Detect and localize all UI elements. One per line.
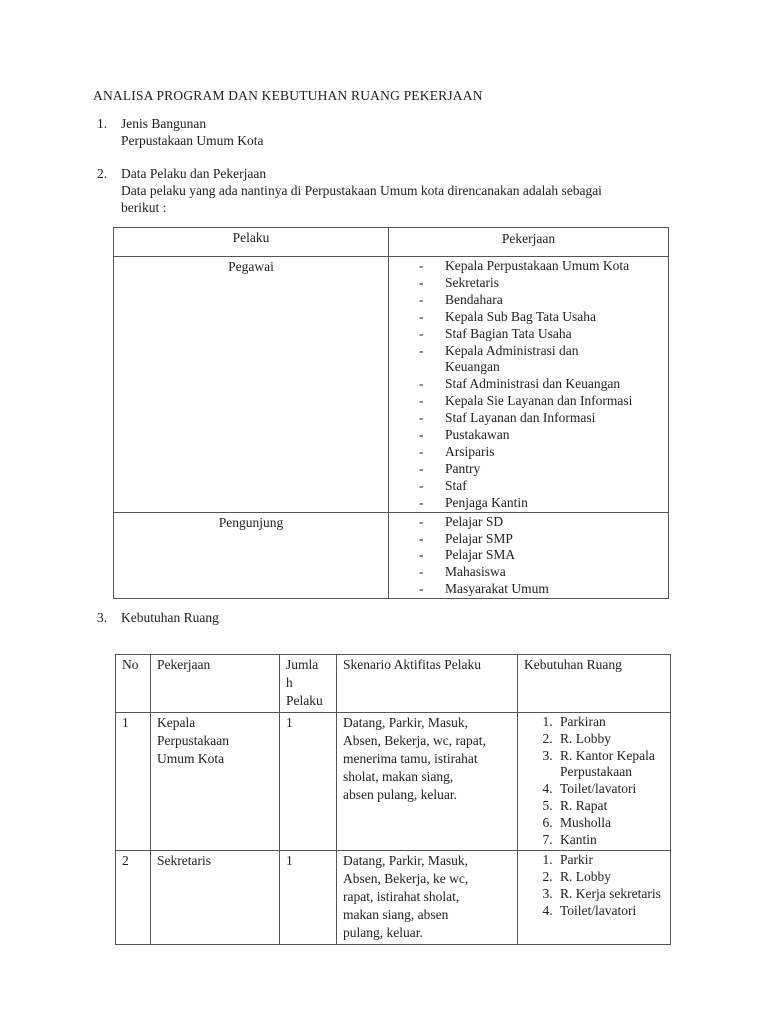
pekerjaan-item: Keuangan [445, 359, 500, 375]
section-3-number: 3. [97, 610, 108, 625]
table-row [116, 851, 671, 945]
header-pelaku: Pelaku [114, 228, 389, 257]
header-jumlah-line: Jumla [286, 657, 319, 672]
skenario-cell [337, 713, 518, 851]
pekerjaan-list [389, 258, 668, 512]
kebutuhan-ruang-cell [518, 713, 671, 851]
skenario-line: absen pulang, keluar. [343, 787, 457, 802]
pekerjaan-line: Perpustakaan [157, 733, 229, 748]
pekerjaan-item: - Arsiparis [419, 444, 668, 461]
pekerjaan-cell [389, 512, 669, 599]
pelaku-cell: Pengunjung [114, 512, 389, 599]
ruang-item: 4. Toilet/lavatori [556, 903, 664, 920]
section-3-heading: Kebutuhan Ruang [121, 610, 219, 625]
pekerjaan-item: - Pantry [419, 461, 668, 478]
skenario-line: menerima tamu, istirahat [343, 751, 478, 766]
section-2-body-line1: Data pelaku yang ada nantinya di Perpustakaan Umum kota direncanakan adalah sebagai [121, 183, 602, 198]
section-2-number: 2. [97, 166, 108, 181]
header-kebutuhan-ruang: Kebutuhan Ruang [518, 655, 671, 713]
table-header-row [116, 655, 671, 713]
pekerjaan-item: - Masyarakat Umum [419, 581, 668, 598]
pekerjaan-item: - Staf Layanan dan Informasi [419, 410, 668, 427]
table-row [114, 257, 669, 513]
ruang-item: 3. R. Kerja sekretaris [556, 886, 664, 903]
header-no: No [116, 655, 151, 713]
pekerjaan-item: - Pelajar SMA [419, 547, 668, 564]
skenario-line: pulang, keluar. [343, 925, 423, 941]
pekerjaan-item: - Kepala Administrasi dan [419, 343, 668, 360]
ruang-list [524, 714, 664, 848]
pekerjaan-list [389, 514, 668, 599]
ruang-item: 7. Kantin [556, 832, 664, 849]
jumlah-cell: 1 [280, 851, 337, 945]
header-jumlah-line: Pelaku [286, 693, 323, 708]
ruang-item: 3. R. Kantor Kepala Perpustakaan [556, 748, 664, 782]
pekerjaan-line: Umum Kota [157, 751, 225, 766]
skenario-line: Absen, Bekerja, ke wc, [343, 871, 469, 887]
kebutuhan-ruang-table [115, 654, 671, 945]
kebutuhan-ruang-cell [518, 851, 671, 945]
skenario-line: Absen, Bekerja, wc, rapat, [343, 733, 486, 748]
jumlah-cell: 1 [280, 713, 337, 851]
pekerjaan-line: Sekretaris [157, 853, 211, 869]
pekerjaan-item: - Kepala Sie Layanan dan Informasi [419, 393, 668, 410]
pekerjaan-item: - Kepala Sub Bag Tata Usaha [419, 309, 668, 326]
section-2-heading: Data Pelaku dan Pekerjaan [121, 166, 267, 181]
pekerjaan-cell [151, 851, 280, 945]
pekerjaan-item: - Pelajar SMP [419, 531, 668, 548]
section-1-number: 1. [97, 116, 108, 131]
section-1-heading: Jenis Bangunan [121, 116, 207, 131]
ruang-item: 1. Parkiran [556, 714, 664, 731]
section-2-body-line2: berikut : [121, 200, 167, 215]
no-cell: 2 [116, 851, 151, 945]
skenario-line: makan siang, absen [343, 907, 449, 923]
pekerjaan-item: - Staf Bagian Tata Usaha [419, 326, 668, 343]
section-1-body: Perpustakaan Umum Kota [121, 133, 264, 148]
header-pekerjaan: Pekerjaan [151, 655, 280, 713]
pekerjaan-cell [151, 713, 280, 851]
header-jumlah-line: h [286, 675, 293, 690]
ruang-item: 2. R. Lobby [556, 869, 664, 886]
pekerjaan-item: - Sekretaris [419, 275, 668, 292]
skenario-line: Datang, Parkir, Masuk, [343, 853, 469, 869]
pekerjaan-item: - Staf Administrasi dan Keuangan [419, 376, 668, 393]
skenario-line: sholat, makan siang, [343, 769, 454, 784]
pelaku-cell: Pegawai [114, 257, 389, 513]
header-jumlah-pelaku [280, 655, 337, 713]
table-row [116, 713, 671, 851]
pekerjaan-item: - Staf [419, 478, 668, 495]
pelaku-pekerjaan-table [113, 227, 669, 599]
ruang-item: 6. Musholla [556, 815, 664, 832]
skenario-line: rapat, istirahat sholat, [343, 889, 460, 905]
ruang-item: 5. R. Rapat [556, 798, 664, 815]
no-cell: 1 [116, 713, 151, 851]
ruang-item: 4. Toilet/lavatori [556, 781, 664, 798]
skenario-cell [337, 851, 518, 945]
ruang-list [524, 852, 664, 919]
skenario-line: Datang, Parkir, Masuk, [343, 715, 469, 730]
pekerjaan-item: - Pustakawan [419, 427, 668, 444]
document-title: ANALISA PROGRAM DAN KEBUTUHAN RUANG PEKERJAAN [93, 88, 483, 103]
pekerjaan-item: - Penjaga Kantin [419, 495, 668, 512]
table-header-row [114, 228, 669, 257]
pekerjaan-item: - Kepala Perpustakaan Umum Kota [419, 258, 668, 275]
pekerjaan-item: - Bendahara [419, 292, 668, 309]
ruang-item: 1. Parkir [556, 852, 664, 869]
header-pekerjaan: Pekerjaan [389, 228, 669, 257]
header-skenario: Skenario Aktifitas Pelaku [337, 655, 518, 713]
pekerjaan-cell [389, 257, 669, 513]
pekerjaan-line: Kepala [157, 715, 196, 730]
table-row [114, 512, 669, 599]
ruang-item: 2. R. Lobby [556, 731, 664, 748]
pekerjaan-item: - Mahasiswa [419, 564, 668, 581]
pekerjaan-item: - Pelajar SD [419, 514, 668, 531]
